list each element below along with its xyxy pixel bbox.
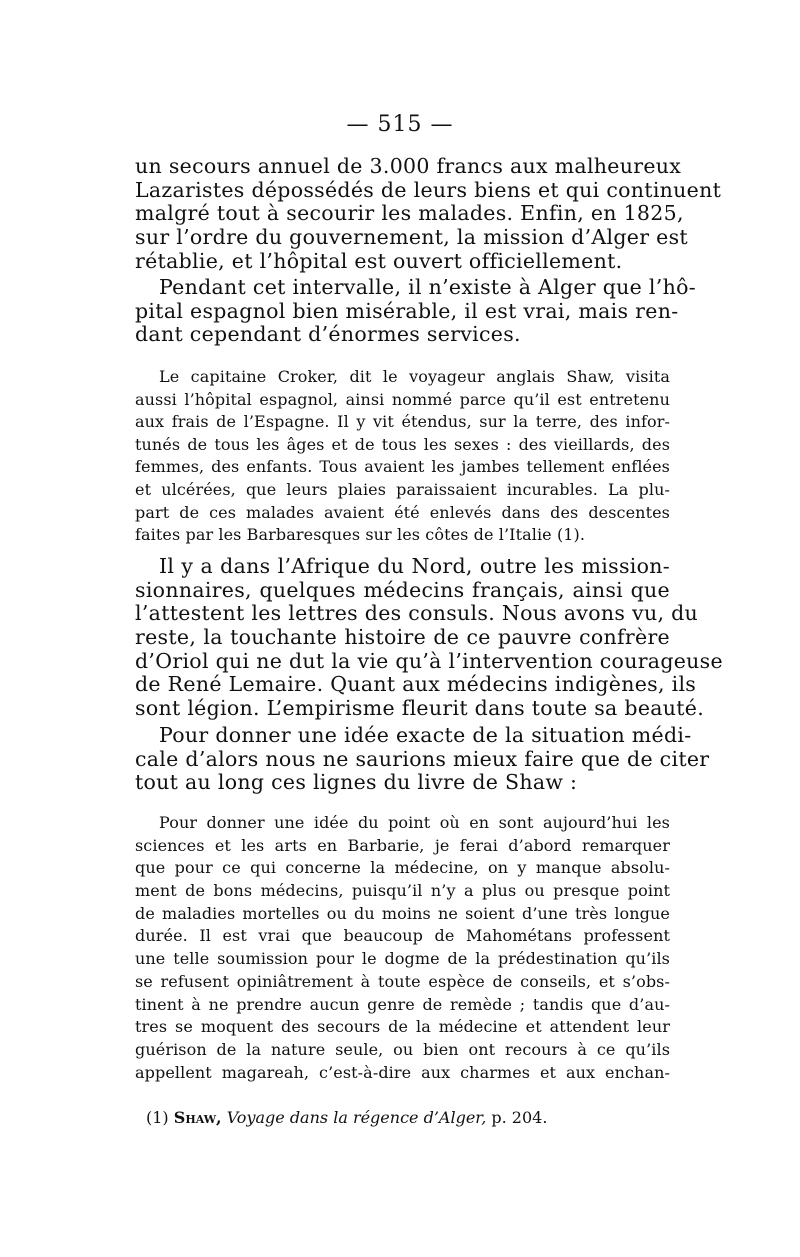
text-line: tout au long ces lignes du livre de Shaw : [135, 770, 578, 795]
text-line: cale d’alors nous ne saurions mieux faire que de citer [135, 746, 710, 771]
text-line: Pour donner une idée exacte de la situation médi- [159, 723, 692, 747]
text-line: reste, la touchante histoire de ce pauvre confrère [135, 625, 670, 650]
quotation-shaw-hospital [135, 366, 670, 547]
text-line: se refusent opiniâtrement à toute espèce de conseils, et s’obs- [135, 971, 670, 991]
text-line: sur l’ordre du gouvernement, la mission d’Alger est [135, 225, 688, 250]
text-line: sciences et les arts en Barbarie, je ferai d’abord remarquer [135, 835, 670, 855]
text-line: que pour ce qui concerne la médecine, on y manque absolu- [135, 858, 670, 878]
text-line: Pour donner une idée du point où en sont aujourd’hui les [159, 813, 670, 832]
text-line: pital espagnol bien misérable, il est vrai, mais ren- [135, 298, 679, 323]
text-line: faites par les Barbaresques sur les côtes de l’Italie (1). [135, 525, 586, 545]
footnote-author: Shaw, [173, 1108, 222, 1127]
footnote-number: (1) [146, 1108, 169, 1127]
paragraph-4 [135, 723, 710, 795]
paragraph-3 [135, 554, 723, 721]
text-line: rétablie, et l’hôpital est ouvert officiellement. [135, 248, 623, 273]
text-line: aux frais de l’Espagne. Il y vit étendus, sur la terre, des infor- [135, 412, 670, 432]
text-line: guérison de la nature seule, ou bien ont recours à ce qu’ils [135, 1039, 670, 1059]
paragraph-2 [135, 275, 696, 347]
text-line: Le capitaine Croker, dit le voyageur anglais Shaw, visita [159, 367, 670, 386]
text-line: tunés de tous les âges et de tous les sexes : des vieillards, des [135, 434, 670, 454]
page-number: — 515 — [346, 112, 454, 137]
text-line: Lazaristes dépossédés de leurs biens et qui continuent [135, 177, 722, 202]
text-line: appellent magareah, c’est-à-dire aux charmes et aux enchan- [135, 1062, 670, 1082]
text-line: de René Lemaire. Quant aux médecins indigènes, ils [135, 672, 697, 697]
text-line: un secours annuel de 3.000 francs aux malheureux [135, 154, 682, 178]
text-line: sionnaires, quelques médecins français, ainsi que [135, 577, 670, 602]
text-line: aussi l’hôpital espagnol, ainsi nommé parce qu’il est entretenu [135, 389, 670, 409]
text-line: femmes, des enfants. Tous avaient les jambes tellement enflées [135, 457, 670, 477]
text-line: sont légion. L’empirisme fleurit dans toute sa beauté. [135, 696, 705, 721]
text-line: tres se moquent des secours de la médecine et attendent leur [135, 1017, 670, 1037]
text-line: l’attestent les lettres des consuls. Nous avons vu, du [135, 601, 699, 626]
text-line: une telle soumission pour le dogme de la prédestination qu’ils [135, 949, 670, 969]
text-line: Pendant cet intervalle, il n’existe à Alger que l’hô- [159, 275, 696, 299]
quotation-shaw-medicine [135, 812, 670, 1084]
footnote [146, 1108, 547, 1127]
text-line: de maladies mortelles ou du moins ne soient d’une très longue [135, 903, 670, 923]
text-line: part de ces malades avaient été enlevés dans des descentes [135, 502, 670, 522]
paragraph-1 [135, 154, 722, 273]
text-line: durée. Il est vrai que beaucoup de Mahométans professent [135, 926, 670, 946]
footnote-page: p. 204. [491, 1108, 548, 1127]
text-line: Il y a dans l’Afrique du Nord, outre les mission- [159, 554, 670, 578]
text-line: ment de bons médecins, puisqu’il n’y a plus ou presque point [135, 881, 670, 901]
text-line: d’Oriol qui ne dut la vie qu’à l’intervention courageuse [135, 648, 723, 673]
footnote-title: Voyage dans la régence d’Alger, [226, 1108, 487, 1127]
text-line: tinent à ne prendre aucun genre de remède ; tandis que d’au- [135, 994, 670, 1014]
text-line: malgré tout à secourir les malades. Enfin, en 1825, [135, 201, 684, 226]
text-line: dant cependant d’énormes services. [135, 322, 521, 347]
text-line: et ulcérées, que leurs plaies paraissaient incurables. La plu- [135, 479, 670, 499]
